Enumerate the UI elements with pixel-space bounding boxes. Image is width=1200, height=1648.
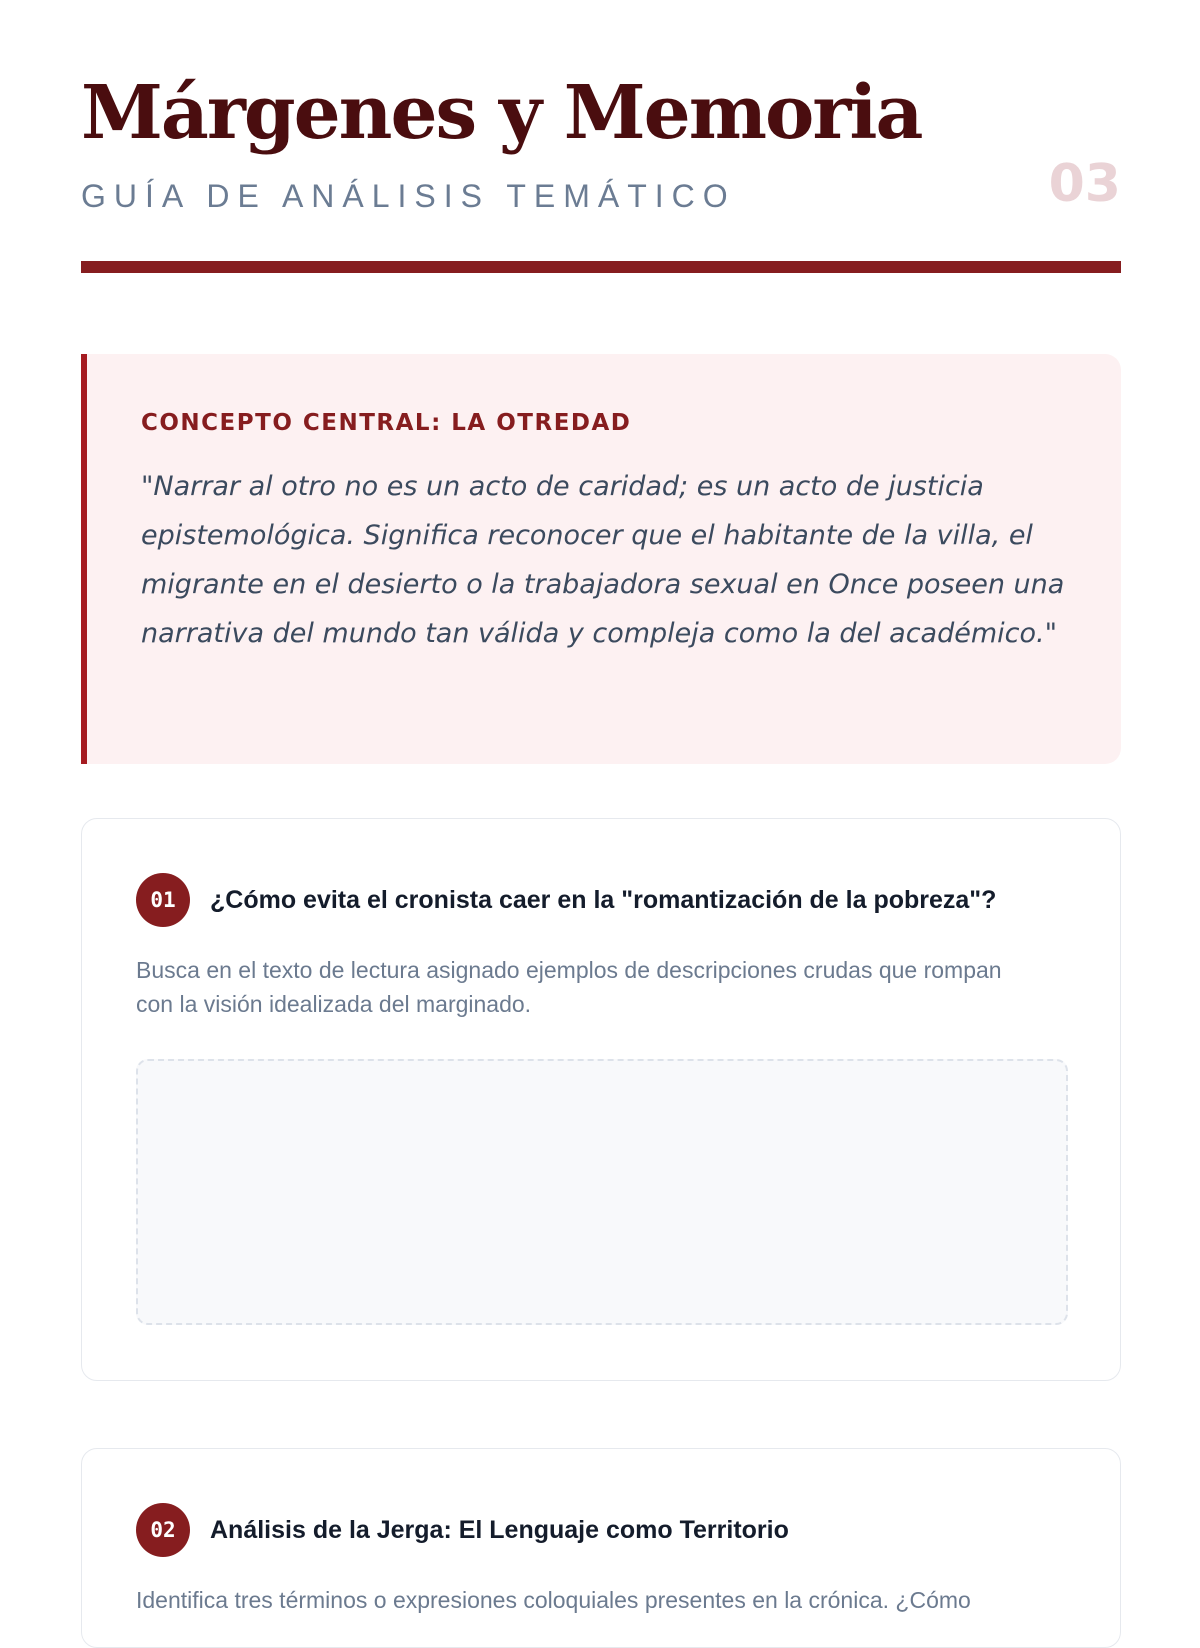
page-number: 03 [1048,154,1121,214]
page-subtitle: GUÍA DE ANÁLISIS TEMÁTICO [81,178,736,214]
question-description: Identifica tres términos o expresiones coloquiales presentes en la crónica. ¿Cómo [136,1587,971,1613]
concept-label: CONCEPTO CENTRAL: LA OTREDAD [141,410,632,436]
answer-field[interactable] [136,1059,1068,1325]
question-card [81,1448,1121,1648]
question-number-badge: 01 [136,873,190,927]
concept-quote: "Narrar al otro no es un acto de caridad; es un acto de justicia epistemológica. Significa reconocer que el habitante de la villa, el migrante en el desierto o la trabajadora sexual en Once poseen una narrativa del mundo tan válida y compleja como la del académico." [141,471,1065,649]
question-title: Análisis de la Jerga: El Lenguaje como Territorio [210,1515,789,1544]
page-title: Márgenes y Memoria [81,70,922,156]
question-header [136,1503,789,1557]
page-header [81,0,1121,273]
worksheet-page [81,0,1121,1613]
question-header [136,873,996,927]
central-concept-callout [81,354,1121,764]
question-number-badge: 02 [136,1503,190,1557]
header-divider [81,261,1121,273]
question-description: Busca en el texto de lectura asignado ejemplos de descripciones crudas que rompan con la visión idealizada del marginado. [136,957,1002,1017]
question-card [81,818,1121,1381]
question-title: ¿Cómo evita el cronista caer en la "romantización de la pobreza"? [210,885,997,914]
